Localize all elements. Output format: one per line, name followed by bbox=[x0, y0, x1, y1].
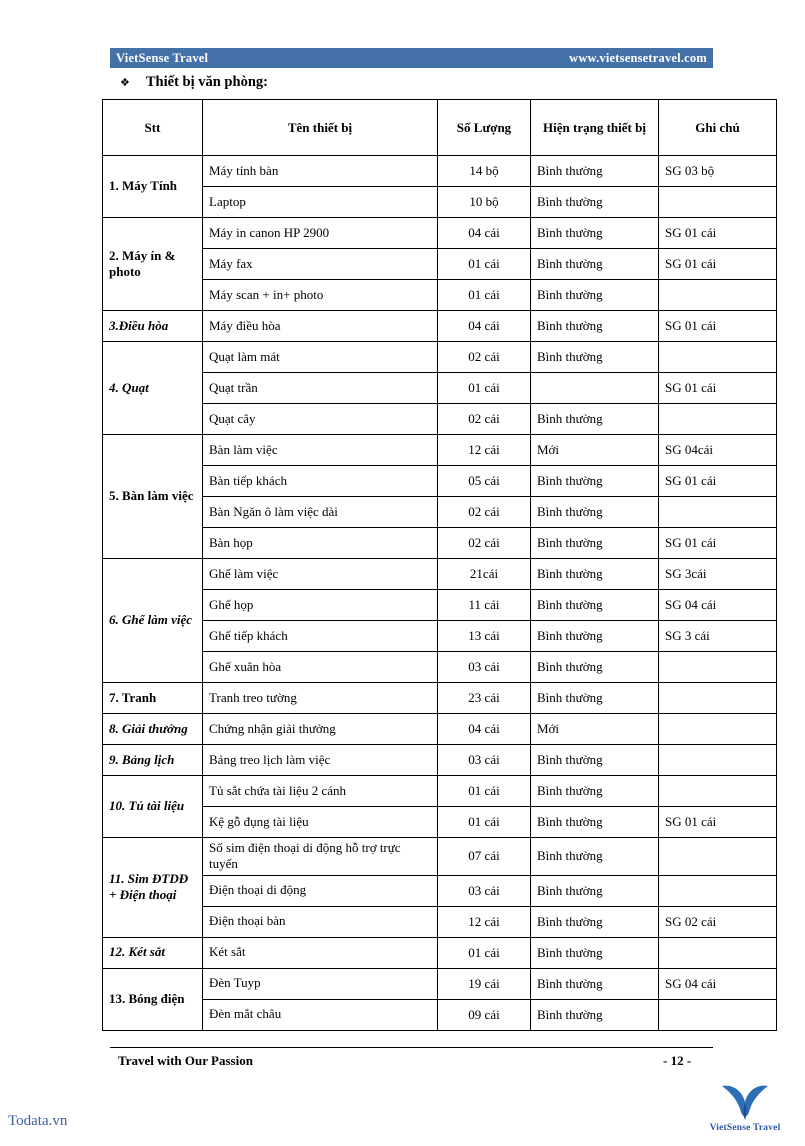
row-equipment-name: Bàn họp bbox=[203, 528, 438, 559]
row-condition: Bình thường bbox=[531, 187, 659, 218]
row-quantity: 04 cái bbox=[438, 218, 531, 249]
row-quantity: 23 cái bbox=[438, 683, 531, 714]
row-condition: Bình thường bbox=[531, 497, 659, 528]
website-url: www.vietsensetravel.com bbox=[569, 50, 707, 65]
table-row bbox=[103, 373, 777, 404]
row-note bbox=[659, 875, 777, 906]
vietsense-bird-logo-icon bbox=[718, 1082, 772, 1122]
table-row bbox=[103, 466, 777, 497]
row-note bbox=[659, 999, 777, 1030]
row-equipment-name: Máy điều hòa bbox=[203, 311, 438, 342]
row-condition: Bình thường bbox=[531, 311, 659, 342]
row-note: SG 03 bộ bbox=[659, 156, 777, 187]
row-quantity: 14 bộ bbox=[438, 156, 531, 187]
row-note bbox=[659, 404, 777, 435]
row-condition: Bình thường bbox=[531, 342, 659, 373]
table-body bbox=[103, 156, 777, 1031]
row-condition: Bình thường bbox=[531, 999, 659, 1030]
table-row bbox=[103, 156, 777, 187]
company-logo bbox=[699, 1082, 791, 1133]
row-category-cell: 11. Sim ĐTDĐ + Điện thoại bbox=[103, 838, 203, 938]
row-category-cell: 2. Máy ín & photo bbox=[103, 218, 203, 311]
row-condition: Bình thường bbox=[531, 968, 659, 999]
table-row bbox=[103, 528, 777, 559]
row-condition: Bình thường bbox=[531, 875, 659, 906]
row-condition: Bình thường bbox=[531, 280, 659, 311]
row-note: SG 3cái bbox=[659, 559, 777, 590]
row-note bbox=[659, 745, 777, 776]
row-equipment-name: Ghế họp bbox=[203, 590, 438, 621]
row-quantity: 11 cái bbox=[438, 590, 531, 621]
table-header bbox=[103, 100, 777, 156]
row-note: SG 01 cái bbox=[659, 466, 777, 497]
footer-divider bbox=[110, 1047, 713, 1048]
row-condition: Bình thường bbox=[531, 838, 659, 876]
column-header-note: Ghi chú bbox=[659, 100, 777, 156]
table-row bbox=[103, 652, 777, 683]
row-category-cell: 12. Két sắt bbox=[103, 937, 203, 968]
row-category-cell: 1. Máy Tính bbox=[103, 156, 203, 218]
row-condition: Bình thường bbox=[531, 249, 659, 280]
table-row bbox=[103, 218, 777, 249]
row-note: SG 01 cái bbox=[659, 373, 777, 404]
row-quantity: 12 cái bbox=[438, 906, 531, 937]
row-equipment-name: Đèn Tuyp bbox=[203, 968, 438, 999]
brand-name: VietSense Travel bbox=[116, 50, 209, 65]
row-equipment-name: Bảng treo lịch làm việc bbox=[203, 745, 438, 776]
column-header-quantity: Số Lượng bbox=[438, 100, 531, 156]
row-condition: Bình thường bbox=[531, 404, 659, 435]
row-quantity: 13 cái bbox=[438, 621, 531, 652]
watermark-text: Todata.vn bbox=[8, 1113, 68, 1129]
table-row bbox=[103, 249, 777, 280]
table-row bbox=[103, 807, 777, 838]
table-row bbox=[103, 714, 777, 745]
row-quantity: 05 cái bbox=[438, 466, 531, 497]
row-category-cell: 3.Điều hòa bbox=[103, 311, 203, 342]
table-row bbox=[103, 875, 777, 906]
row-condition: Bình thường bbox=[531, 683, 659, 714]
row-category-cell: 5. Bàn làm việc bbox=[103, 435, 203, 559]
row-equipment-name: Ghế xuân hòa bbox=[203, 652, 438, 683]
row-condition: Bình thường bbox=[531, 776, 659, 807]
row-quantity: 02 cái bbox=[438, 497, 531, 528]
column-header-stt: Stt bbox=[103, 100, 203, 156]
table-row bbox=[103, 559, 777, 590]
row-equipment-name: Ghế tiếp khách bbox=[203, 621, 438, 652]
row-equipment-name: Điện thoại bàn bbox=[203, 906, 438, 937]
table-row bbox=[103, 342, 777, 373]
row-condition: Bình thường bbox=[531, 466, 659, 497]
row-equipment-name: Chứng nhận giải thưởng bbox=[203, 714, 438, 745]
row-quantity: 04 cái bbox=[438, 714, 531, 745]
table-row bbox=[103, 187, 777, 218]
row-note bbox=[659, 838, 777, 876]
row-category-cell: 4. Quạt bbox=[103, 342, 203, 435]
column-header-condition: Hiện trạng thiết bị bbox=[531, 100, 659, 156]
row-equipment-name: Két sắt bbox=[203, 937, 438, 968]
row-condition: Bình thường bbox=[531, 807, 659, 838]
table-row bbox=[103, 404, 777, 435]
row-condition: Bình thường bbox=[531, 906, 659, 937]
row-equipment-name: Tủ sắt chứa tài liệu 2 cánh bbox=[203, 776, 438, 807]
row-note bbox=[659, 714, 777, 745]
section-heading bbox=[120, 74, 268, 91]
row-note bbox=[659, 187, 777, 218]
row-equipment-name: Kệ gỗ đụng tài liệu bbox=[203, 807, 438, 838]
row-quantity: 12 cái bbox=[438, 435, 531, 466]
row-note: SG 01 cái bbox=[659, 528, 777, 559]
logo-text: VietSense Travel bbox=[709, 1123, 781, 1133]
table-row bbox=[103, 497, 777, 528]
row-note: SG 04 cái bbox=[659, 590, 777, 621]
row-quantity: 02 cái bbox=[438, 404, 531, 435]
row-equipment-name: Laptop bbox=[203, 187, 438, 218]
equipment-table bbox=[102, 99, 777, 1031]
table-row bbox=[103, 683, 777, 714]
row-note bbox=[659, 937, 777, 968]
row-note: SG 3 cái bbox=[659, 621, 777, 652]
row-equipment-name: Máy scan + in+ photo bbox=[203, 280, 438, 311]
table-row bbox=[103, 280, 777, 311]
row-note bbox=[659, 280, 777, 311]
table-row bbox=[103, 745, 777, 776]
row-equipment-name: Máy fax bbox=[203, 249, 438, 280]
row-note bbox=[659, 776, 777, 807]
row-note bbox=[659, 652, 777, 683]
row-note: SG 02 cái bbox=[659, 906, 777, 937]
row-quantity: 04 cái bbox=[438, 311, 531, 342]
row-equipment-name: Điện thoại di động bbox=[203, 875, 438, 906]
row-quantity: 10 bộ bbox=[438, 187, 531, 218]
row-quantity: 01 cái bbox=[438, 937, 531, 968]
row-note: SG 01 cái bbox=[659, 249, 777, 280]
row-condition: Mới bbox=[531, 435, 659, 466]
row-note bbox=[659, 683, 777, 714]
page-header-band bbox=[110, 48, 713, 68]
row-quantity: 01 cái bbox=[438, 249, 531, 280]
equipment-table-container bbox=[102, 99, 776, 1031]
row-quantity: 01 cái bbox=[438, 280, 531, 311]
row-note: SG 01 cái bbox=[659, 311, 777, 342]
row-condition: Bình thường bbox=[531, 745, 659, 776]
row-condition: Bình thường bbox=[531, 156, 659, 187]
row-quantity: 03 cái bbox=[438, 875, 531, 906]
table-row bbox=[103, 968, 777, 999]
row-quantity: 03 cái bbox=[438, 745, 531, 776]
table-row bbox=[103, 435, 777, 466]
table-row bbox=[103, 937, 777, 968]
row-equipment-name: Quạt cây bbox=[203, 404, 438, 435]
row-note: SG 04cái bbox=[659, 435, 777, 466]
table-row bbox=[103, 838, 777, 876]
row-category-cell: 7. Tranh bbox=[103, 683, 203, 714]
row-condition: Bình thường bbox=[531, 559, 659, 590]
row-quantity: 03 cái bbox=[438, 652, 531, 683]
row-note: SG 01 cái bbox=[659, 218, 777, 249]
row-equipment-name: Ghế làm việc bbox=[203, 559, 438, 590]
table-row bbox=[103, 999, 777, 1030]
row-equipment-name: Quạt làm mát bbox=[203, 342, 438, 373]
row-quantity: 02 cái bbox=[438, 342, 531, 373]
table-row bbox=[103, 906, 777, 937]
row-equipment-name: Quạt trần bbox=[203, 373, 438, 404]
section-title-text: Thiết bị văn phòng: bbox=[145, 74, 268, 90]
row-quantity: 02 cái bbox=[438, 528, 531, 559]
row-note bbox=[659, 497, 777, 528]
row-condition: Bình thường bbox=[531, 652, 659, 683]
footer-slogan: Travel with Our Passion bbox=[118, 1053, 253, 1068]
row-category-cell: 10. Tủ tài liệu bbox=[103, 776, 203, 838]
row-quantity: 19 cái bbox=[438, 968, 531, 999]
row-condition bbox=[531, 373, 659, 404]
row-equipment-name: Máy in canon HP 2900 bbox=[203, 218, 438, 249]
row-note: SG 04 cái bbox=[659, 968, 777, 999]
diamond-bullet-icon: ❖ bbox=[120, 77, 130, 89]
page-number: - 12 - bbox=[663, 1053, 692, 1068]
row-equipment-name: Tranh treo tường bbox=[203, 683, 438, 714]
table-row bbox=[103, 776, 777, 807]
row-category-cell: 9. Bảng lịch bbox=[103, 745, 203, 776]
row-equipment-name: Bàn Ngăn ô làm việc dài bbox=[203, 497, 438, 528]
row-category-cell: 13. Bóng điện bbox=[103, 968, 203, 1030]
row-note: SG 01 cái bbox=[659, 807, 777, 838]
row-equipment-name: Số sim điện thoại di động hỗ trợ trực tuyến bbox=[203, 838, 438, 876]
row-condition: Bình thường bbox=[531, 218, 659, 249]
row-equipment-name: Bàn làm việc bbox=[203, 435, 438, 466]
table-row bbox=[103, 311, 777, 342]
row-category-cell: 8. Giải thưởng bbox=[103, 714, 203, 745]
row-condition: Bình thường bbox=[531, 937, 659, 968]
row-condition: Mới bbox=[531, 714, 659, 745]
row-quantity: 01 cái bbox=[438, 373, 531, 404]
row-equipment-name: Đèn mắt châu bbox=[203, 999, 438, 1030]
column-header-name: Tên thiết bị bbox=[203, 100, 438, 156]
row-quantity: 07 cái bbox=[438, 838, 531, 876]
row-equipment-name: Bàn tiếp khách bbox=[203, 466, 438, 497]
row-quantity: 01 cái bbox=[438, 776, 531, 807]
row-category-cell: 6. Ghế làm việc bbox=[103, 559, 203, 683]
row-equipment-name: Máy tính bàn bbox=[203, 156, 438, 187]
row-condition: Bình thường bbox=[531, 590, 659, 621]
row-quantity: 21cái bbox=[438, 559, 531, 590]
row-quantity: 01 cái bbox=[438, 807, 531, 838]
row-condition: Bình thường bbox=[531, 528, 659, 559]
row-condition: Bình thường bbox=[531, 621, 659, 652]
row-quantity: 09 cái bbox=[438, 999, 531, 1030]
row-note bbox=[659, 342, 777, 373]
table-row bbox=[103, 590, 777, 621]
table-row bbox=[103, 621, 777, 652]
